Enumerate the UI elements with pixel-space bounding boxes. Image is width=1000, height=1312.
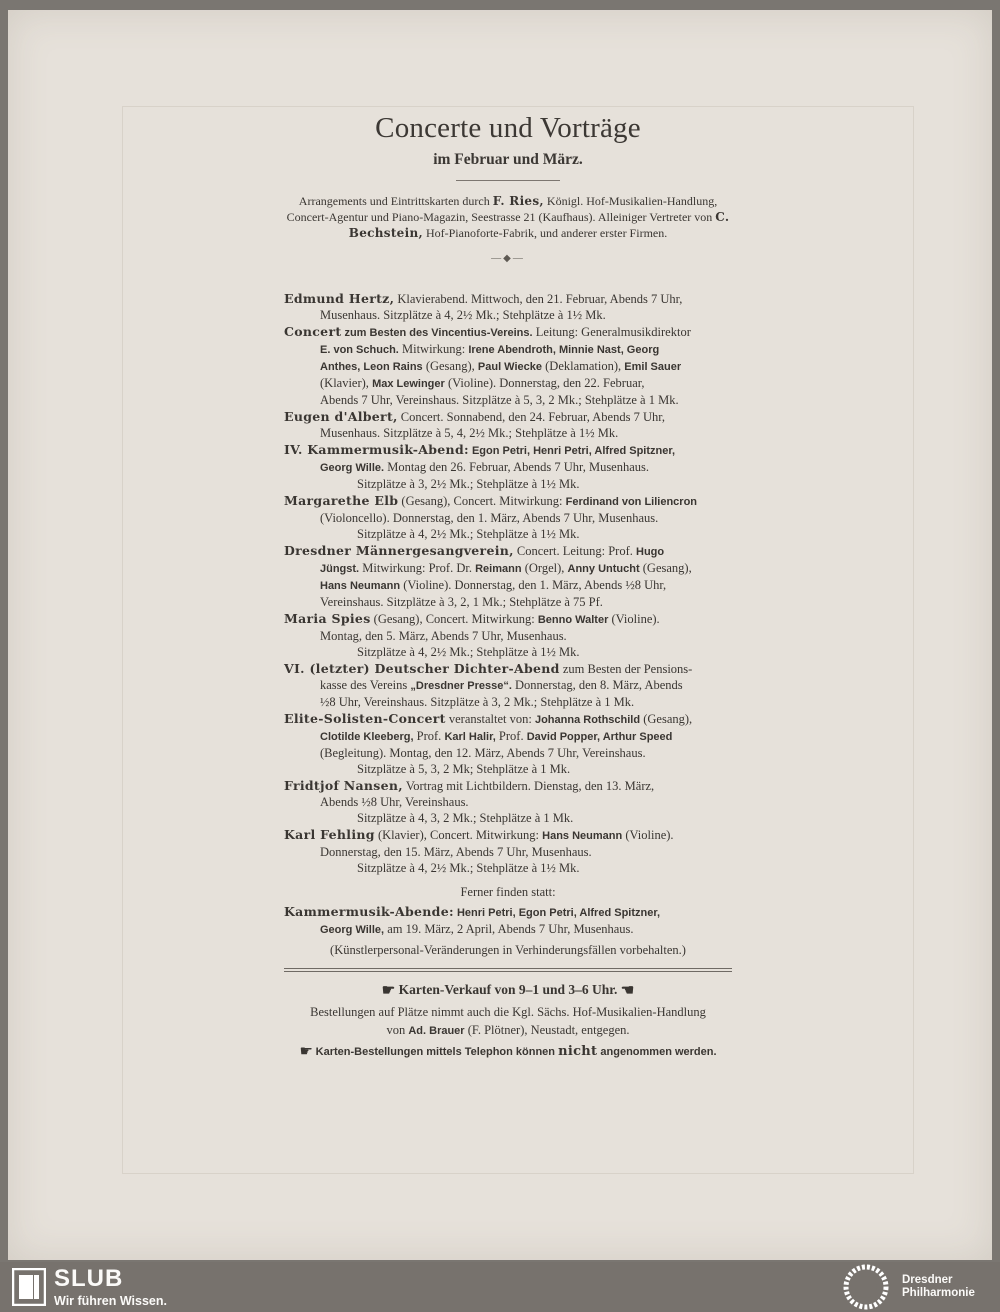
text-run: zum Besten der Pensions- [559,662,693,676]
text-run: Montag den 26. Februar, Abends 7 Uhr, Musenhaus. [384,460,650,474]
emphasized-text: Georg Wille. [320,462,385,474]
event-detail-line [284,510,732,526]
event-entry [284,778,732,826]
emphasized-text: Reimann [475,563,522,575]
emphasized-text: Concert [284,324,342,339]
event-detail-line [284,560,732,577]
event-heading-line [284,291,732,307]
text-run: (Violine). Donnerstag, den 22. Februar, [444,376,645,390]
text-run: (Gesang), Concert. Mitwirkung: [398,494,566,508]
pointing-hand-right-icon: ☛ [299,1044,313,1060]
emphasized-text: Margarethe Elb [284,493,399,508]
further-heading: Ferner finden statt: [460,885,556,899]
ticket-sale-text: Karten-Verkauf von 9–1 und 3–6 Uhr. [398,982,618,997]
text-run: Abends ½8 Uhr, Vereinshaus. [320,795,469,809]
event-heading-line [284,611,732,628]
emphasized-text: Kammermusik-Abende: [284,904,454,919]
emphasized-text: Eugen d'Albert, [284,409,398,424]
event-detail-line [284,860,732,876]
further-event [284,904,732,938]
emphasized-text: Anny Untucht [567,563,640,575]
event-detail-line [284,577,732,594]
telephone-note-not: nicht [558,1044,598,1059]
emphasized-text: Fridtjof Nansen, [284,778,403,793]
event-detail-line [284,644,732,660]
ticket-sale-line [284,982,732,999]
emphasized-text: Elite-Solisten-Concert [284,711,446,726]
event-heading-line [284,661,732,677]
text-run: veranstaltet von: [445,712,535,726]
event-detail-line [284,341,732,358]
orders-shop-name: Ad. Brauer [408,1025,465,1037]
orders-line-2-post: (F. Plötner), Neustadt, entgegen. [464,1023,630,1037]
text-run: (Gesang), [422,359,478,373]
event-heading-line [284,827,732,844]
text-run: am 19. März, 2 April, Abends 7 Uhr, Musenhaus. [384,922,634,936]
event-entry [284,442,732,492]
emphasized-text: Georg Wille, [320,924,385,936]
emphasized-text: Emil Sauer [624,361,682,373]
event-detail-line [284,921,732,938]
event-heading-line [284,493,732,510]
orders-line-1: Bestellungen auf Plätze nimmt auch die Kgl. Sächs. Hof-Musikalien-Handlung [310,1005,706,1019]
text-run: Prof. [495,729,527,743]
event-detail-line [284,677,732,694]
emphasized-text: C. Bechstein, [348,210,730,240]
text-run: (Violine). [608,612,660,626]
text-run: Klavierabend. Mittwoch, den 21. Februar, Abends 7 Uhr, [394,292,683,306]
text-run: Mitwirkung: Prof. Dr. [359,561,476,575]
event-detail-line [284,392,732,408]
slub-tagline: Wir führen Wissen. [54,1294,167,1308]
event-detail-line [284,761,732,777]
event-entry [284,324,732,408]
text-run: Sitzplätze à 4, 2½ Mk.; Stehplätze à 1½ Mk. [357,645,580,659]
emphasized-text: IV. Kammermusik-Abend: [284,442,469,457]
philharmonie-line-1: Dresdner [902,1274,953,1286]
text-run: Abends 7 Uhr, Vereinshaus. Sitzplätze à 5, 3, 2 Mk.; Stehplätze à 1 Mk. [320,393,679,407]
event-entry [284,611,732,660]
event-heading-line [284,324,732,341]
text-run: (Klavier), Concert. Mitwirkung: [374,828,543,842]
orders-paragraph [284,1003,732,1040]
emphasized-text: Max Lewinger [372,378,445,390]
event-detail-line [284,307,732,323]
emphasized-text: Hans Neumann [542,830,623,842]
pointing-hand-right-icon: ☛ [381,983,396,999]
slub-logo-icon[interactable] [12,1268,46,1306]
text-run: Prof. [413,729,445,743]
event-heading-line [284,778,732,794]
text-run: Donnerstag, den 8. März, Abends [511,678,683,692]
text-run: kasse des Vereins [320,678,411,692]
ornament-divider: —◆— [491,253,525,264]
text-run: Leitung: Generalmusikdirektor [532,325,691,339]
text-run: Sitzplätze à 3, 2½ Mk.; Stehplätze à 1½ Mk. [357,477,580,491]
text-run: (Deklamation), [542,359,625,373]
event-heading-line [284,711,732,728]
text-run: (Klavier), [320,376,373,390]
text-run: (Gesang), [640,712,693,726]
philharmonie-logo-icon[interactable] [840,1264,892,1310]
event-entry [284,291,732,323]
emphasized-text: Edmund Hertz, [284,291,395,306]
event-detail-line [284,844,732,860]
page-subtitle: im Februar und März. [433,151,583,168]
text-run: (Gesang), Concert. Mitwirkung: [370,612,538,626]
text-run: Sitzplätze à 5, 3, 2 Mk; Stehplätze à 1 Mk. [357,762,571,776]
text-run: ½8 Uhr, Vereinshaus. Sitzplätze à 3, 2 Mk.; Stehplätze à 1 Mk. [320,695,635,709]
text-run: Arrangements und Eintrittskarten durch [298,194,493,208]
text-run: Vereinshaus. Sitzplätze à 3, 2, 1 Mk.; Stehplätze à 75 Pf. [320,595,603,609]
emphasized-text: Benno Walter [537,614,609,626]
page-title: Concerte und Vorträge [375,112,641,144]
event-detail-line [284,526,732,542]
viewer-footer-bar [0,1262,1000,1312]
emphasized-text: F. Ries, [492,194,544,208]
event-entry [284,711,732,777]
event-entry [284,661,732,710]
emphasized-text: David Popper, Arthur Speed [526,731,673,743]
intro-paragraph [284,193,732,241]
text-run: (Begleitung). Montag, den 12. März, Abends 7 Uhr, Vereinshaus. [320,746,646,760]
telephone-note [284,1044,732,1060]
slub-name[interactable]: SLUB [54,1265,124,1292]
telephone-note-pre: Karten-Bestellungen mittels Telephon können [315,1046,559,1058]
event-detail-line [284,459,732,476]
text-run: Musenhaus. Sitzplätze à 4, 2½ Mk.; Stehplätze à 1½ Mk. [320,308,606,322]
event-detail-line [284,476,732,492]
emphasized-text: Ferdinand von Liliencron [565,496,698,508]
event-detail-line [284,375,732,392]
event-entry [284,543,732,610]
emphasized-text: VI. (letzter) Deutscher Dichter-Abend [284,661,560,676]
emphasized-text: Anthes, Leon Rains [320,361,423,373]
emphasized-text: Johanna Rothschild [534,714,641,726]
orders-line-2-pre: von [386,1023,409,1037]
emphasized-text: Karl Halir, [444,731,496,743]
emphasized-text: Hans Neumann [320,580,401,592]
emphasized-text: Irene Abendroth, Minnie Nast, Georg [468,344,660,356]
text-run: Sitzplätze à 4, 2½ Mk.; Stehplätze à 1½ Mk. [357,861,580,875]
text-run: (Violoncello). Donnerstag, den 1. März, Abends 7 Uhr, Musenhaus. [320,511,659,525]
text-run: Sitzplätze à 4, 2½ Mk.; Stehplätze à 1½ Mk. [357,527,580,541]
emphasized-text: Maria Spies [284,611,371,626]
text-run: Sitzplätze à 4, 3, 2 Mk.; Stehplätze à 1 Mk. [357,811,574,825]
text-run: Musenhaus. Sitzplätze à 5, 4, 2½ Mk.; Stehplätze à 1½ Mk. [320,426,619,440]
event-heading-line [284,409,732,425]
emphasized-text: zum Besten des Vincentius-Vereins. [341,327,533,339]
event-detail-line [284,810,732,826]
emphasized-text: Paul Wiecke [477,361,542,373]
emphasized-text: Egon Petri, Henri Petri, Alfred Spitzner, [468,445,676,457]
text-run: Vortrag mit Lichtbildern. Dienstag, den 13. März, [402,779,655,793]
divider [456,180,560,181]
event-detail-line [284,594,732,610]
emphasized-text: Dresdner Männergesangverein, [284,543,514,558]
event-entry [284,493,732,542]
text-run: Königl. Hof-Musikalien-Handlung, Concert-Agentur und Piano-Magazin, Seestrasse 21 (Kaufhaus). Alleiniger Vertreter von [286,194,718,224]
emphasized-text: Karl Fehling [284,827,375,842]
text-run: (Violine). Donnerstag, den 1. März, Abends ½8 Uhr, [400,578,667,592]
event-detail-line [284,728,732,745]
text-run: Concert. Sonnabend, den 24. Februar, Abends 7 Uhr, [397,410,666,424]
reservation-note: (Künstlerpersonal-Veränderungen in Verhinderungsfällen vorbehalten.) [330,943,686,957]
text-run: Hof-Pianoforte-Fabrik, und anderer erster Firmen. [422,226,668,240]
emphasized-text: Clotilde Kleeberg, [320,731,414,743]
emphasized-text: „Dresdner Presse“. [410,680,512,692]
event-detail-line [284,628,732,644]
pointing-hand-left-icon: ☚ [620,983,635,999]
text-run: Donnerstag, den 15. März, Abends 7 Uhr, Musenhaus. [320,845,592,859]
text-run: Montag, den 5. März, Abends 7 Uhr, Musenhaus. [320,629,567,643]
event-detail-line [284,745,732,761]
event-detail-line [284,425,732,441]
event-entry [284,827,732,876]
emphasized-text: Jüngst. [320,563,360,575]
event-heading-line [284,442,732,459]
philharmonie-line-2: Philharmonie [902,1287,975,1299]
event-detail-line [284,358,732,375]
event-list [284,291,732,876]
event-entry [284,409,732,441]
text-run: Concert. Leitung: Prof. [513,544,636,558]
text-run: (Violine). [622,828,674,842]
text-run: Mitwirkung: [398,342,469,356]
text-run: (Gesang), [639,561,692,575]
event-heading-line [284,543,732,560]
emphasized-text: E. von Schuch. [320,344,399,356]
event-detail-line [284,794,732,810]
double-rule [284,968,732,972]
event-detail-line [284,694,732,710]
telephone-note-post: angenommen werden. [597,1046,717,1058]
text-run: (Orgel), [521,561,568,575]
event-heading-line [284,904,732,921]
philharmonie-name[interactable] [902,1274,975,1300]
emphasized-text: Henri Petri, Egon Petri, Alfred Spitzner, [453,907,661,919]
emphasized-text: Hugo [636,546,665,558]
program-sheet [284,110,732,1060]
